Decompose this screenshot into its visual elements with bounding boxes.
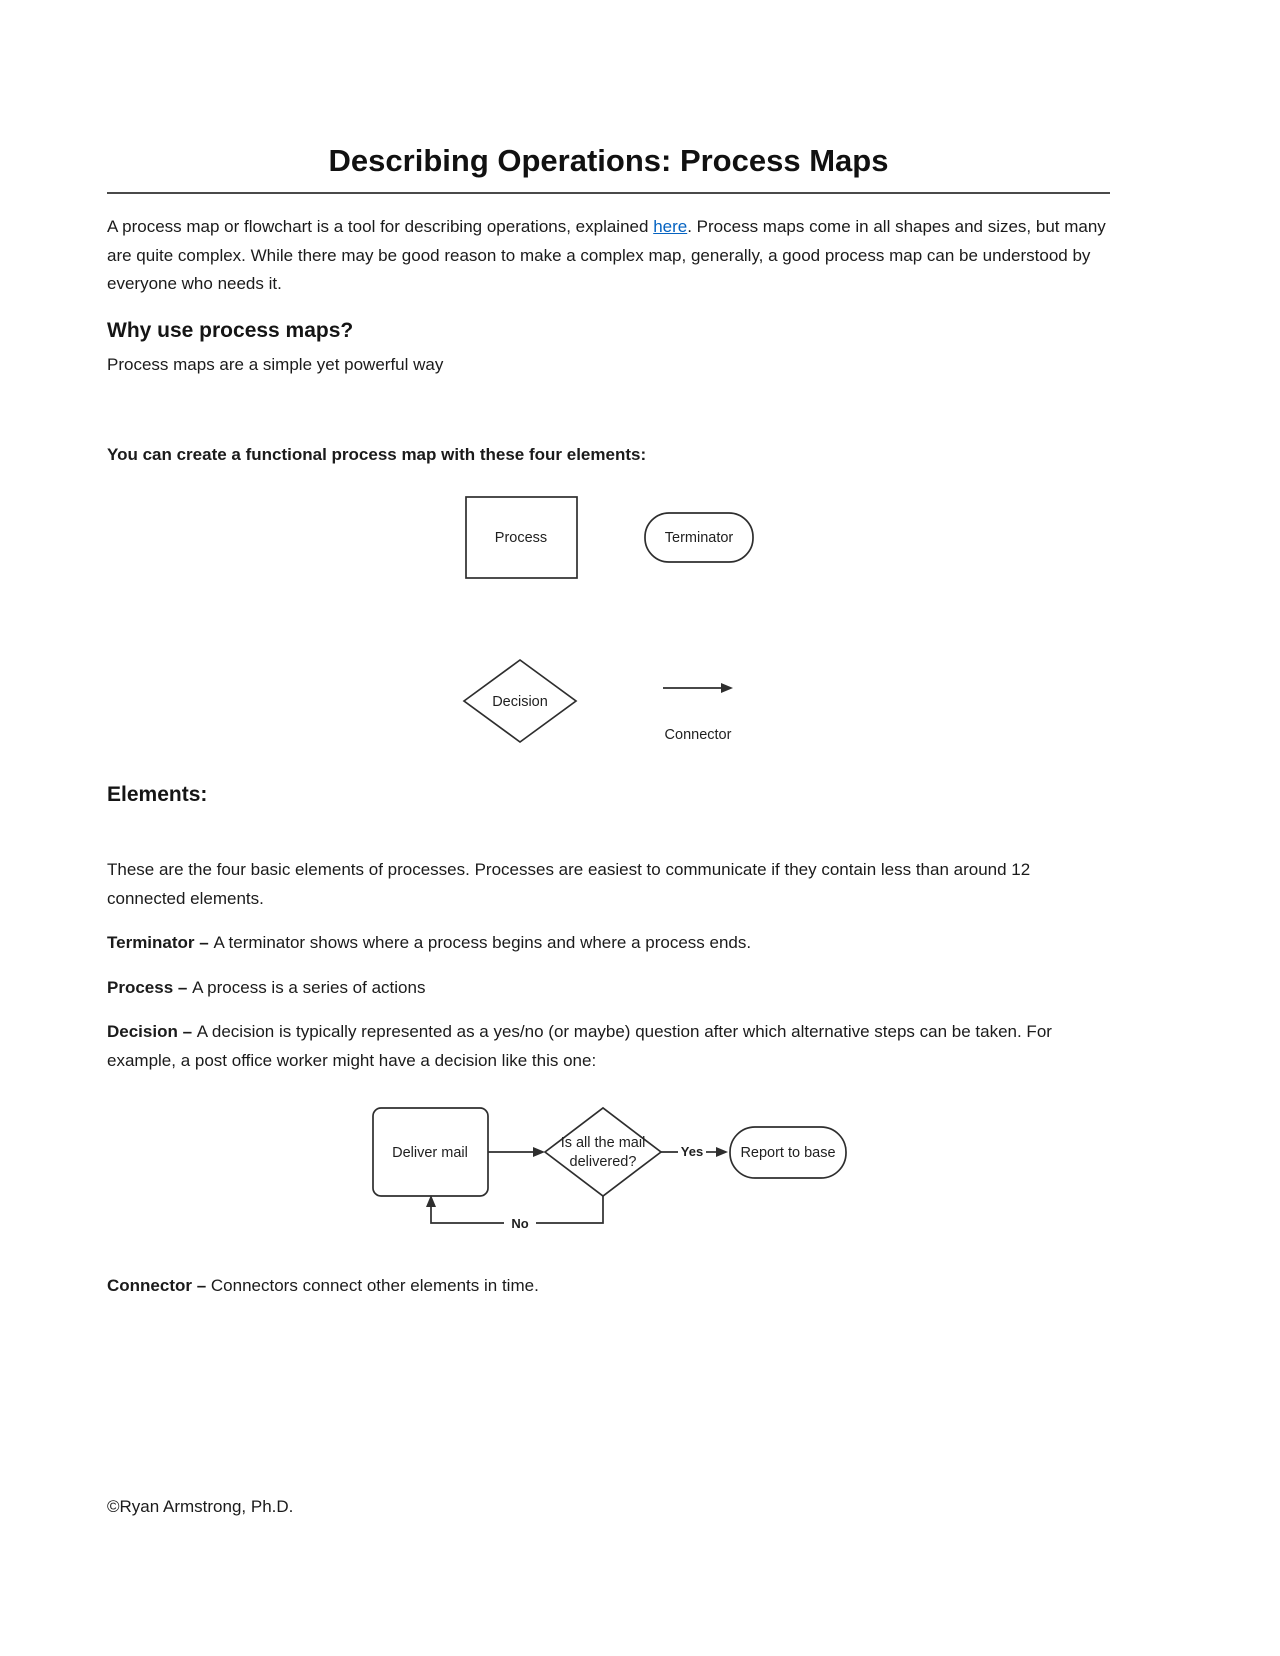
title-block bbox=[107, 143, 1110, 194]
question-label-line1: Is all the mail bbox=[560, 1135, 646, 1151]
no-loop-path-a bbox=[536, 1196, 603, 1223]
decision-diamond-shape bbox=[545, 1108, 661, 1196]
elements-body: These are the four basic elements of processes. Processes are easiest to communicate if they contain less than around 12 connected elements. bbox=[107, 860, 1031, 908]
definition-process bbox=[107, 974, 1110, 1003]
intro-text-before: A process map or flowchart is a tool for describing operations, explained bbox=[107, 217, 654, 236]
here-link[interactable]: here bbox=[653, 217, 688, 236]
terminator-label: Terminator bbox=[664, 530, 734, 546]
why-body: Process maps are a simple yet powerful way bbox=[107, 355, 444, 374]
intro-paragraph bbox=[107, 213, 1110, 299]
definition-text: A process is a series of actions bbox=[192, 978, 426, 997]
definition-text: A decision is typically represented as a yes/no (or maybe) question after which alternative steps can be taken. For example, a post office worker might have a decision like this one: bbox=[107, 1022, 1052, 1070]
connector-label: Connector bbox=[664, 727, 732, 743]
elements-heading: Elements: bbox=[107, 783, 208, 806]
intro-text-after: . Process maps come in all shapes and sizes, but many are quite complex. While there may be good reason to make a complex map, generally, a good process map can be understood by everyone who needs it. bbox=[107, 217, 1106, 293]
no-loop-path-b bbox=[431, 1205, 504, 1223]
definition-text: A terminator shows where a process begins and where a process ends. bbox=[213, 933, 752, 952]
question-label-line2: delivered? bbox=[569, 1154, 637, 1170]
why-heading: Why use process maps? bbox=[107, 319, 354, 342]
connector-arrowhead bbox=[721, 683, 733, 693]
deliver-mail-label: Deliver mail bbox=[392, 1145, 468, 1161]
definition-connector bbox=[107, 1272, 1110, 1301]
definition-decision bbox=[107, 1018, 1110, 1075]
decision-label: Decision bbox=[492, 694, 548, 710]
definition-term: Connector – bbox=[107, 1276, 211, 1295]
page-title: Describing Operations: Process Maps bbox=[328, 143, 889, 178]
example-diagram bbox=[0, 1090, 1280, 1260]
report-label: Report to base bbox=[740, 1145, 836, 1161]
elements-diagram bbox=[0, 480, 1280, 775]
definition-term: Decision – bbox=[107, 1022, 197, 1041]
definition-term: Process – bbox=[107, 978, 193, 997]
footer-copyright: ©Ryan Armstrong, Ph.D. bbox=[107, 1497, 294, 1516]
no-label: No bbox=[511, 1216, 529, 1231]
yes-arrowhead bbox=[716, 1147, 728, 1157]
definition-text: Connectors connect other elements in time. bbox=[210, 1276, 539, 1295]
definition-terminator bbox=[107, 929, 1110, 958]
four-elements-lead: You can create a functional process map with these four elements: bbox=[107, 445, 647, 464]
definition-term: Terminator – bbox=[107, 933, 214, 952]
yes-label: Yes bbox=[680, 1144, 704, 1159]
process-label: Process bbox=[494, 530, 548, 546]
flow-arrow-1-head bbox=[533, 1147, 545, 1157]
